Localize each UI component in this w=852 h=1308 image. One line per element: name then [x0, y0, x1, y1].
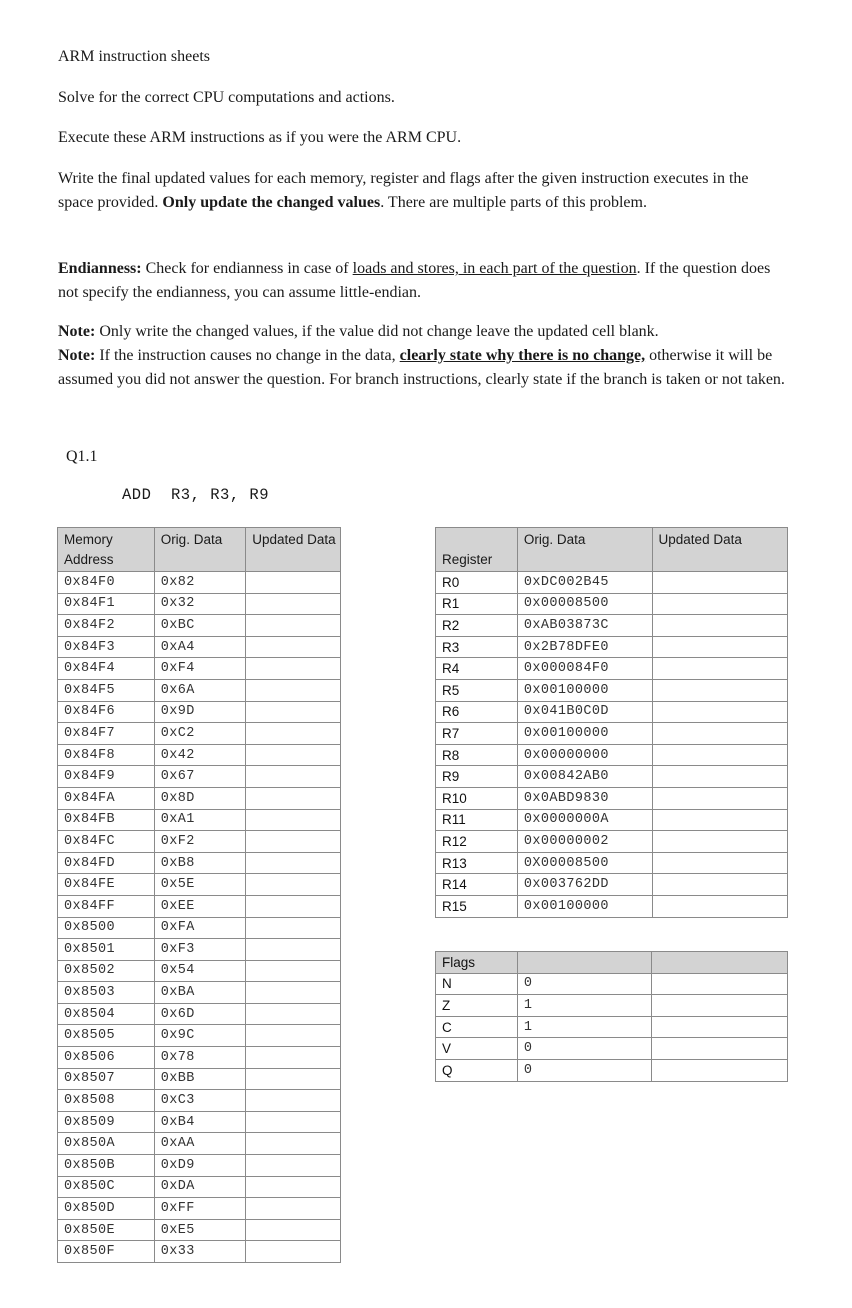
flags-header-blank-2: [652, 952, 788, 974]
paragraph-endianness: Endianness: Check for endianness in case of loads and stores, in each part of the question. If the question does not specify the endianness, you can assume little-endian.: [58, 260, 771, 301]
register-name-cell: R1: [436, 593, 518, 615]
memory-row: [58, 960, 341, 982]
register-updated-data-cell[interactable]: [652, 593, 787, 615]
register-name-cell: R14: [436, 874, 518, 896]
register-orig-data-cell: 0x041B0C0D: [517, 701, 652, 723]
memory-address-cell: 0x84F8: [58, 744, 155, 766]
paragraph-update-values: Write the final updated values for each memory, register and flags after the given instruction executes in the space provided. Only update the changed values. There are multiple parts of this problem.: [58, 170, 749, 211]
memory-address-cell: 0x84F1: [58, 593, 155, 615]
register-orig-data-cell: 0x003762DD: [517, 874, 652, 896]
memory-address-cell: 0x8505: [58, 1025, 155, 1047]
register-orig-data-cell: 0x000084F0: [517, 658, 652, 680]
memory-updated-data-cell[interactable]: [246, 939, 341, 961]
memory-address-cell: 0x8506: [58, 1047, 155, 1069]
register-name-cell: R3: [436, 636, 518, 658]
register-orig-data-cell: 0x0000000A: [517, 809, 652, 831]
memory-orig-data-cell: 0x6D: [154, 1003, 246, 1025]
memory-address-cell: 0x84FE: [58, 874, 155, 896]
register-name-cell: R7: [436, 723, 518, 745]
memory-address-cell: 0x84F3: [58, 636, 155, 658]
memory-updated-data-cell[interactable]: [246, 766, 341, 788]
memory-updated-data-cell[interactable]: [246, 809, 341, 831]
memory-row: [58, 615, 341, 637]
memory-updated-data-cell[interactable]: [246, 636, 341, 658]
register-name-cell: R0: [436, 572, 518, 594]
memory-address-cell: 0x8502: [58, 960, 155, 982]
register-updated-data-cell[interactable]: [652, 744, 787, 766]
memory-orig-data-cell: 0xF2: [154, 831, 246, 853]
memory-row: [58, 1068, 341, 1090]
memory-row: [58, 679, 341, 701]
memory-updated-data-cell[interactable]: [246, 1241, 341, 1263]
memory-updated-data-cell[interactable]: [246, 787, 341, 809]
memory-address-cell: 0x850A: [58, 1133, 155, 1155]
orig-data-header: Orig. Data: [154, 528, 246, 572]
register-orig-data-cell: 0x00842AB0: [517, 766, 652, 788]
memory-orig-data-cell: 0x8D: [154, 787, 246, 809]
flag-orig-value-cell: 1: [517, 1016, 652, 1038]
memory-address-cell: 0x8509: [58, 1111, 155, 1133]
memory-address-cell: 0x84F6: [58, 701, 155, 723]
memory-updated-data-cell[interactable]: [246, 874, 341, 896]
register-row: [436, 723, 788, 745]
memory-updated-data-cell[interactable]: [246, 982, 341, 1004]
register-orig-data-cell: 0x00100000: [517, 895, 652, 917]
memory-updated-data-cell[interactable]: [246, 593, 341, 615]
register-updated-data-cell[interactable]: [652, 658, 787, 680]
flag-name-cell: V: [436, 1038, 518, 1060]
memory-orig-data-cell: 0x32: [154, 593, 246, 615]
register-updated-data-cell[interactable]: [652, 895, 787, 917]
register-updated-data-cell[interactable]: [652, 766, 787, 788]
register-orig-data-cell: 0xDC002B45: [517, 572, 652, 594]
memory-address-cell: 0x84FA: [58, 787, 155, 809]
flag-name-cell: N: [436, 973, 518, 995]
memory-orig-data-cell: 0x42: [154, 744, 246, 766]
register-name-cell: R15: [436, 895, 518, 917]
memory-orig-data-cell: 0xB8: [154, 852, 246, 874]
register-row: [436, 615, 788, 637]
memory-address-cell: 0x84FB: [58, 809, 155, 831]
memory-row: [58, 1155, 341, 1177]
memory-orig-data-cell: 0xE5: [154, 1219, 246, 1241]
memory-address-cell: 0x84F7: [58, 723, 155, 745]
register-orig-data-cell: 0xAB03873C: [517, 615, 652, 637]
memory-updated-data-cell[interactable]: [246, 1047, 341, 1069]
memory-row: [58, 1241, 341, 1263]
memory-row: [58, 593, 341, 615]
memory-orig-data-cell: 0x67: [154, 766, 246, 788]
register-name-cell: R10: [436, 787, 518, 809]
page-title: ARM instruction sheets: [58, 48, 210, 65]
memory-orig-data-cell: 0xA4: [154, 636, 246, 658]
flag-updated-value-cell[interactable]: [652, 995, 788, 1017]
register-updated-data-cell[interactable]: [652, 615, 787, 637]
memory-orig-data-cell: 0xDA: [154, 1176, 246, 1198]
register-orig-data-cell: 0X00008500: [517, 852, 652, 874]
memory-updated-data-cell[interactable]: [246, 1003, 341, 1025]
memory-address-cell: 0x84FC: [58, 831, 155, 853]
memory-updated-data-cell[interactable]: [246, 615, 341, 637]
memory-orig-data-cell: 0xC2: [154, 723, 246, 745]
memory-row: [58, 1176, 341, 1198]
memory-row: [58, 1111, 341, 1133]
register-updated-data-cell[interactable]: [652, 679, 787, 701]
memory-updated-data-cell[interactable]: [246, 679, 341, 701]
memory-table: [57, 527, 341, 1263]
flag-name-cell: Z: [436, 995, 518, 1017]
memory-orig-data-cell: 0xF3: [154, 939, 246, 961]
memory-address-cell: 0x84F4: [58, 658, 155, 680]
register-orig-data-cell: 0x0ABD9830: [517, 787, 652, 809]
flag-updated-value-cell[interactable]: [652, 1059, 788, 1081]
memory-orig-data-cell: 0x82: [154, 572, 246, 594]
register-orig-data-cell: 0x00008500: [517, 593, 652, 615]
memory-row: [58, 701, 341, 723]
instruction-line-2: Execute these ARM instructions as if you were the ARM CPU.: [58, 129, 462, 146]
memory-orig-data-cell: 0x9D: [154, 701, 246, 723]
flag-name-cell: Q: [436, 1059, 518, 1081]
memory-row: [58, 1198, 341, 1220]
register-row: [436, 831, 788, 853]
memory-address-cell: 0x8507: [58, 1068, 155, 1090]
memory-updated-data-cell[interactable]: [246, 1198, 341, 1220]
memory-row: [58, 917, 341, 939]
memory-address-cell: 0x8501: [58, 939, 155, 961]
register-row: [436, 852, 788, 874]
memory-updated-data-cell[interactable]: [246, 658, 341, 680]
memory-row: [58, 1003, 341, 1025]
register-row: [436, 744, 788, 766]
memory-address-cell: 0x8508: [58, 1090, 155, 1112]
register-updated-data-cell[interactable]: [652, 636, 787, 658]
question-label: Q1.1: [66, 448, 98, 465]
register-row: [436, 766, 788, 788]
register-name-cell: R6: [436, 701, 518, 723]
memory-address-cell: 0x84FF: [58, 895, 155, 917]
memory-updated-data-cell[interactable]: [246, 1155, 341, 1177]
memory-updated-data-cell[interactable]: [246, 572, 341, 594]
memory-orig-data-cell: 0x9C: [154, 1025, 246, 1047]
memory-row: [58, 1133, 341, 1155]
flag-orig-value-cell: 0: [517, 1038, 652, 1060]
memory-updated-data-cell[interactable]: [246, 701, 341, 723]
memory-row: [58, 895, 341, 917]
memory-address-cell: 0x84F0: [58, 572, 155, 594]
memory-row: [58, 723, 341, 745]
memory-address-cell: 0x8504: [58, 1003, 155, 1025]
register-updated-data-cell[interactable]: [652, 852, 787, 874]
memory-row: [58, 1090, 341, 1112]
register-name-cell: R4: [436, 658, 518, 680]
memory-updated-data-cell[interactable]: [246, 895, 341, 917]
flags-header: Flags: [436, 952, 518, 974]
memory-address-cell: 0x850D: [58, 1198, 155, 1220]
memory-row: [58, 744, 341, 766]
memory-address-cell: 0x84FD: [58, 852, 155, 874]
register-name-cell: R11: [436, 809, 518, 831]
flag-orig-value-cell: 1: [517, 995, 652, 1017]
memory-updated-data-cell[interactable]: [246, 852, 341, 874]
flag-orig-value-cell: 0: [517, 1059, 652, 1081]
register-row: [436, 895, 788, 917]
memory-updated-data-cell[interactable]: [246, 723, 341, 745]
memory-row: [58, 852, 341, 874]
register-table: [435, 527, 788, 918]
register-orig-data-cell: 0x00000002: [517, 831, 652, 853]
memory-orig-data-cell: 0xA1: [154, 809, 246, 831]
register-name-cell: R8: [436, 744, 518, 766]
flags-header-row: [436, 952, 788, 974]
memory-row: [58, 572, 341, 594]
memory-updated-data-cell[interactable]: [246, 960, 341, 982]
memory-updated-data-cell[interactable]: [246, 1090, 341, 1112]
flag-row: [436, 1038, 788, 1060]
memory-row: [58, 874, 341, 896]
memory-orig-data-cell: 0xEE: [154, 895, 246, 917]
register-row: [436, 874, 788, 896]
register-row: [436, 658, 788, 680]
flag-row: [436, 995, 788, 1017]
register-updated-data-cell[interactable]: [652, 572, 787, 594]
memory-orig-data-cell: 0x33: [154, 1241, 246, 1263]
register-row: [436, 787, 788, 809]
register-updated-data-cell[interactable]: [652, 809, 787, 831]
flag-name-cell: C: [436, 1016, 518, 1038]
memory-updated-data-cell[interactable]: [246, 1025, 341, 1047]
updated-data-header: Updated Data: [246, 528, 341, 572]
memory-row: [58, 1047, 341, 1069]
memory-orig-data-cell: 0xF4: [154, 658, 246, 680]
register-name-cell: R9: [436, 766, 518, 788]
memory-updated-data-cell[interactable]: [246, 831, 341, 853]
memory-updated-data-cell[interactable]: [246, 1133, 341, 1155]
memory-orig-data-cell: 0x5E: [154, 874, 246, 896]
memory-header-row: [58, 528, 341, 572]
memory-updated-data-cell[interactable]: [246, 744, 341, 766]
memory-orig-data-cell: 0xBB: [154, 1068, 246, 1090]
memory-address-cell: 0x850E: [58, 1219, 155, 1241]
register-name-cell: R5: [436, 679, 518, 701]
memory-row: [58, 636, 341, 658]
register-row: [436, 636, 788, 658]
memory-address-cell: 0x8500: [58, 917, 155, 939]
memory-orig-data-cell: 0xFF: [154, 1198, 246, 1220]
register-updated-data-cell[interactable]: [652, 787, 787, 809]
memory-updated-data-cell[interactable]: [246, 1176, 341, 1198]
flag-updated-value-cell[interactable]: [652, 1038, 788, 1060]
register-header: Register: [436, 528, 518, 572]
memory-updated-data-cell[interactable]: [246, 1219, 341, 1241]
register-orig-data-cell: 0x00100000: [517, 679, 652, 701]
memory-row: [58, 766, 341, 788]
memory-address-header: Memory Address: [58, 528, 155, 572]
memory-address-cell: 0x8503: [58, 982, 155, 1004]
memory-row: [58, 787, 341, 809]
register-row: [436, 809, 788, 831]
memory-address-cell: 0x850F: [58, 1241, 155, 1263]
memory-orig-data-cell: 0xC3: [154, 1090, 246, 1112]
memory-row: [58, 982, 341, 1004]
memory-row: [58, 1025, 341, 1047]
flag-orig-value-cell: 0: [517, 973, 652, 995]
flag-updated-value-cell[interactable]: [652, 973, 788, 995]
instruction-line-1: Solve for the correct CPU computations and actions.: [58, 89, 395, 106]
memory-orig-data-cell: 0xFA: [154, 917, 246, 939]
memory-orig-data-cell: 0xBA: [154, 982, 246, 1004]
memory-address-cell: 0x850C: [58, 1176, 155, 1198]
flag-row: [436, 1016, 788, 1038]
memory-address-cell: 0x850B: [58, 1155, 155, 1177]
memory-row: [58, 658, 341, 680]
memory-row: [58, 939, 341, 961]
arm-instruction: ADD R3, R3, R9: [122, 486, 270, 504]
register-updated-data-cell[interactable]: [652, 723, 787, 745]
paragraph-notes: Note: Only write the changed values, if the value did not change leave the updated cell blank. Note: If the instruction causes no change in the data, clearly state why there is no change, otherwise it will be assumed you did not answer the question. For branch instructions, clearly state if the branch is taken or not taken.: [58, 323, 785, 388]
register-orig-data-cell: 0x00000000: [517, 744, 652, 766]
memory-row: [58, 809, 341, 831]
memory-address-cell: 0x84F5: [58, 679, 155, 701]
register-row: [436, 593, 788, 615]
register-updated-data-cell[interactable]: [652, 831, 787, 853]
memory-row: [58, 831, 341, 853]
flag-row: [436, 1059, 788, 1081]
register-orig-data-cell: 0x00100000: [517, 723, 652, 745]
reg-updated-data-header: Updated Data: [652, 528, 787, 572]
register-row: [436, 701, 788, 723]
register-updated-data-cell[interactable]: [652, 701, 787, 723]
memory-address-cell: 0x84F9: [58, 766, 155, 788]
memory-updated-data-cell[interactable]: [246, 1068, 341, 1090]
memory-updated-data-cell[interactable]: [246, 917, 341, 939]
memory-updated-data-cell[interactable]: [246, 1111, 341, 1133]
register-updated-data-cell[interactable]: [652, 874, 787, 896]
memory-orig-data-cell: 0xAA: [154, 1133, 246, 1155]
register-row: [436, 679, 788, 701]
flags-header-blank: [517, 952, 652, 974]
memory-orig-data-cell: 0x6A: [154, 679, 246, 701]
memory-orig-data-cell: 0xBC: [154, 615, 246, 637]
memory-orig-data-cell: 0x54: [154, 960, 246, 982]
memory-orig-data-cell: 0xB4: [154, 1111, 246, 1133]
flag-updated-value-cell[interactable]: [652, 1016, 788, 1038]
memory-orig-data-cell: 0xD9: [154, 1155, 246, 1177]
memory-address-cell: 0x84F2: [58, 615, 155, 637]
flag-row: [436, 973, 788, 995]
memory-row: [58, 1219, 341, 1241]
reg-orig-data-header: Orig. Data: [517, 528, 652, 572]
flags-table: [435, 951, 788, 1082]
register-name-cell: R2: [436, 615, 518, 637]
register-row: [436, 572, 788, 594]
register-orig-data-cell: 0x2B78DFE0: [517, 636, 652, 658]
register-header-row: [436, 528, 788, 572]
memory-orig-data-cell: 0x78: [154, 1047, 246, 1069]
register-name-cell: R13: [436, 852, 518, 874]
register-name-cell: R12: [436, 831, 518, 853]
